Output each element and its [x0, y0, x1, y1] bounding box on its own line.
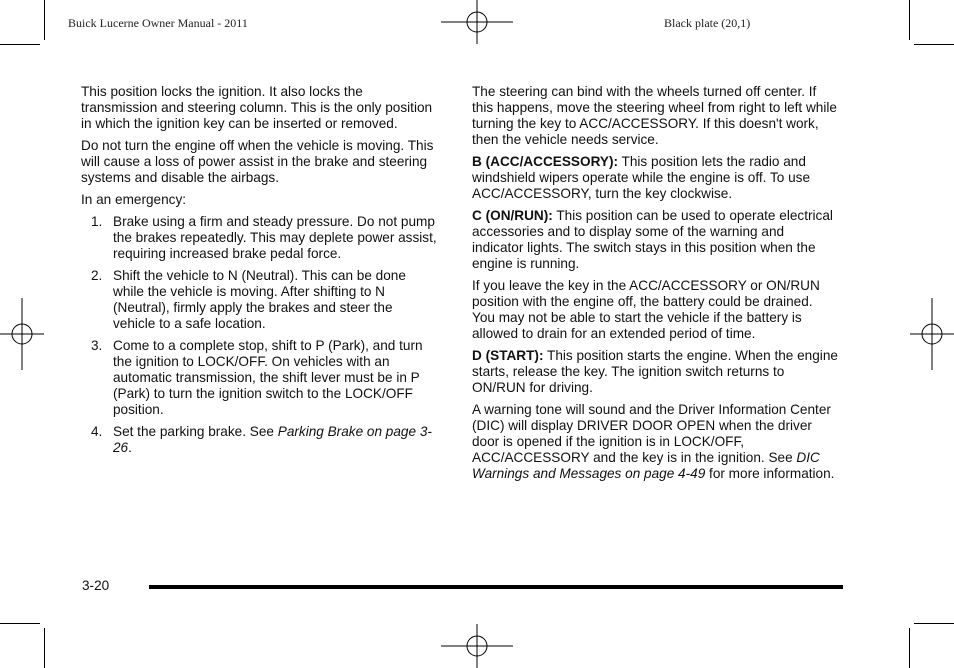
list-item	[81, 338, 437, 418]
running-header-title: Buick Lucerne Owner Manual - 2011	[68, 16, 248, 30]
list-item-text: Brake using a firm and steady pressure. Do not pump the brakes repeatedly. This may deplete power assist, requiring increased brake pedal force.	[113, 214, 437, 261]
crop-mark-bottom-right-v	[909, 628, 910, 668]
list-item-number: 4.	[91, 424, 103, 439]
list-item-text: Come to a complete stop, shift to P (Park), and turn the ignition to LOCK/OFF. On vehicles with an automatic transmission, the shift lever must be in P (Park) to turn the ignition switch to the LOCK/OFF position.	[113, 338, 423, 417]
list-item-number: 2.	[91, 268, 103, 283]
on-run-position-paragraph	[472, 208, 838, 272]
crop-mark-bottom-left-v	[44, 628, 45, 668]
footer-rule	[149, 585, 843, 589]
list-item-text: Set the parking brake. See	[113, 424, 278, 439]
list-item	[81, 268, 437, 332]
start-position-paragraph	[472, 348, 838, 396]
emergency-intro: In an emergency:	[81, 192, 187, 207]
warning-tone-paragraph	[472, 402, 838, 482]
left-column	[81, 84, 437, 462]
warning-tone-text: A warning tone will sound and the Driver Information Center (DIC) will display DRIVER DOOR OPEN when the driver door is opened if the ignition is in LOCK/OFF, ACC/ACCESSORY and the key is in the ignition. See	[472, 402, 831, 465]
dic-warnings-link[interactable]: DIC Warnings and Messages on page 4-49	[472, 450, 820, 481]
right-column	[472, 84, 838, 488]
crop-mark-top-right-h	[914, 44, 954, 45]
engine-off-warning-paragraph: Do not turn the engine off when the vehicle is moving. This will cause a loss of power assist in the brake and steering systems and disable the airbags.	[81, 138, 434, 185]
page-number: 3-20	[82, 578, 110, 593]
acc-position-paragraph	[472, 154, 838, 202]
acc-position-text: This position lets the radio and windshield wipers operate while the engine is off. To use ACC/ACCESSORY, turn the key clockwise.	[472, 154, 811, 201]
registration-mark-right-icon	[910, 298, 954, 370]
steering-bind-paragraph: The steering can bind with the wheels turned off center. If this happens, move the steering wheel from right to left while turning the key to ACC/ACCESSORY. If this doesn't work, then the vehicle needs service.	[472, 84, 837, 147]
crop-mark-top-right-v	[909, 0, 910, 40]
crop-mark-top-left-v	[44, 0, 45, 40]
crop-mark-bottom-left-h	[0, 623, 40, 624]
registration-mark-left-icon	[0, 298, 44, 370]
list-item	[81, 214, 437, 262]
crop-mark-bottom-right-h	[914, 623, 954, 624]
start-position-label: D (START):	[472, 348, 544, 363]
acc-position-label: B (ACC/ACCESSORY):	[472, 154, 619, 169]
registration-mark-top-icon	[441, 0, 513, 44]
list-item-text-end: .	[128, 440, 132, 455]
start-position-text: This position starts the engine. When the engine starts, release the key. The ignition switch returns to ON/RUN for driving.	[472, 348, 838, 395]
on-run-position-text: This position can be used to operate electrical accessories and to display some of the warning and indicator lights. The switch stays in this position when the engine is running.	[472, 208, 833, 271]
emergency-steps-list	[81, 214, 437, 456]
battery-drain-paragraph: If you leave the key in the ACC/ACCESSORY or ON/RUN position with the engine off, the battery could be drained. You may not be able to start the vehicle if the battery is allowed to drain for an extended period of time.	[472, 278, 820, 341]
lock-position-paragraph: This position locks the ignition. It also locks the transmission and steering column. This is the only position in which the ignition key can be inserted or removed.	[81, 84, 433, 131]
list-item-number: 1.	[91, 214, 103, 229]
on-run-position-label: C (ON/RUN):	[472, 208, 553, 223]
registration-mark-bottom-icon	[441, 624, 513, 668]
list-item-text: Shift the vehicle to N (Neutral). This can be done while the vehicle is moving. After shifting to N (Neutral), firmly apply the brakes and steer the vehicle to a safe location.	[113, 268, 406, 331]
plate-label: Black plate (20,1)	[664, 16, 751, 30]
list-item	[81, 424, 437, 456]
parking-brake-link[interactable]: Parking Brake on page 3-26	[113, 424, 432, 455]
list-item-number: 3.	[91, 338, 103, 353]
warning-tone-text-end: for more information.	[705, 466, 835, 481]
crop-mark-top-left-h	[0, 44, 40, 45]
